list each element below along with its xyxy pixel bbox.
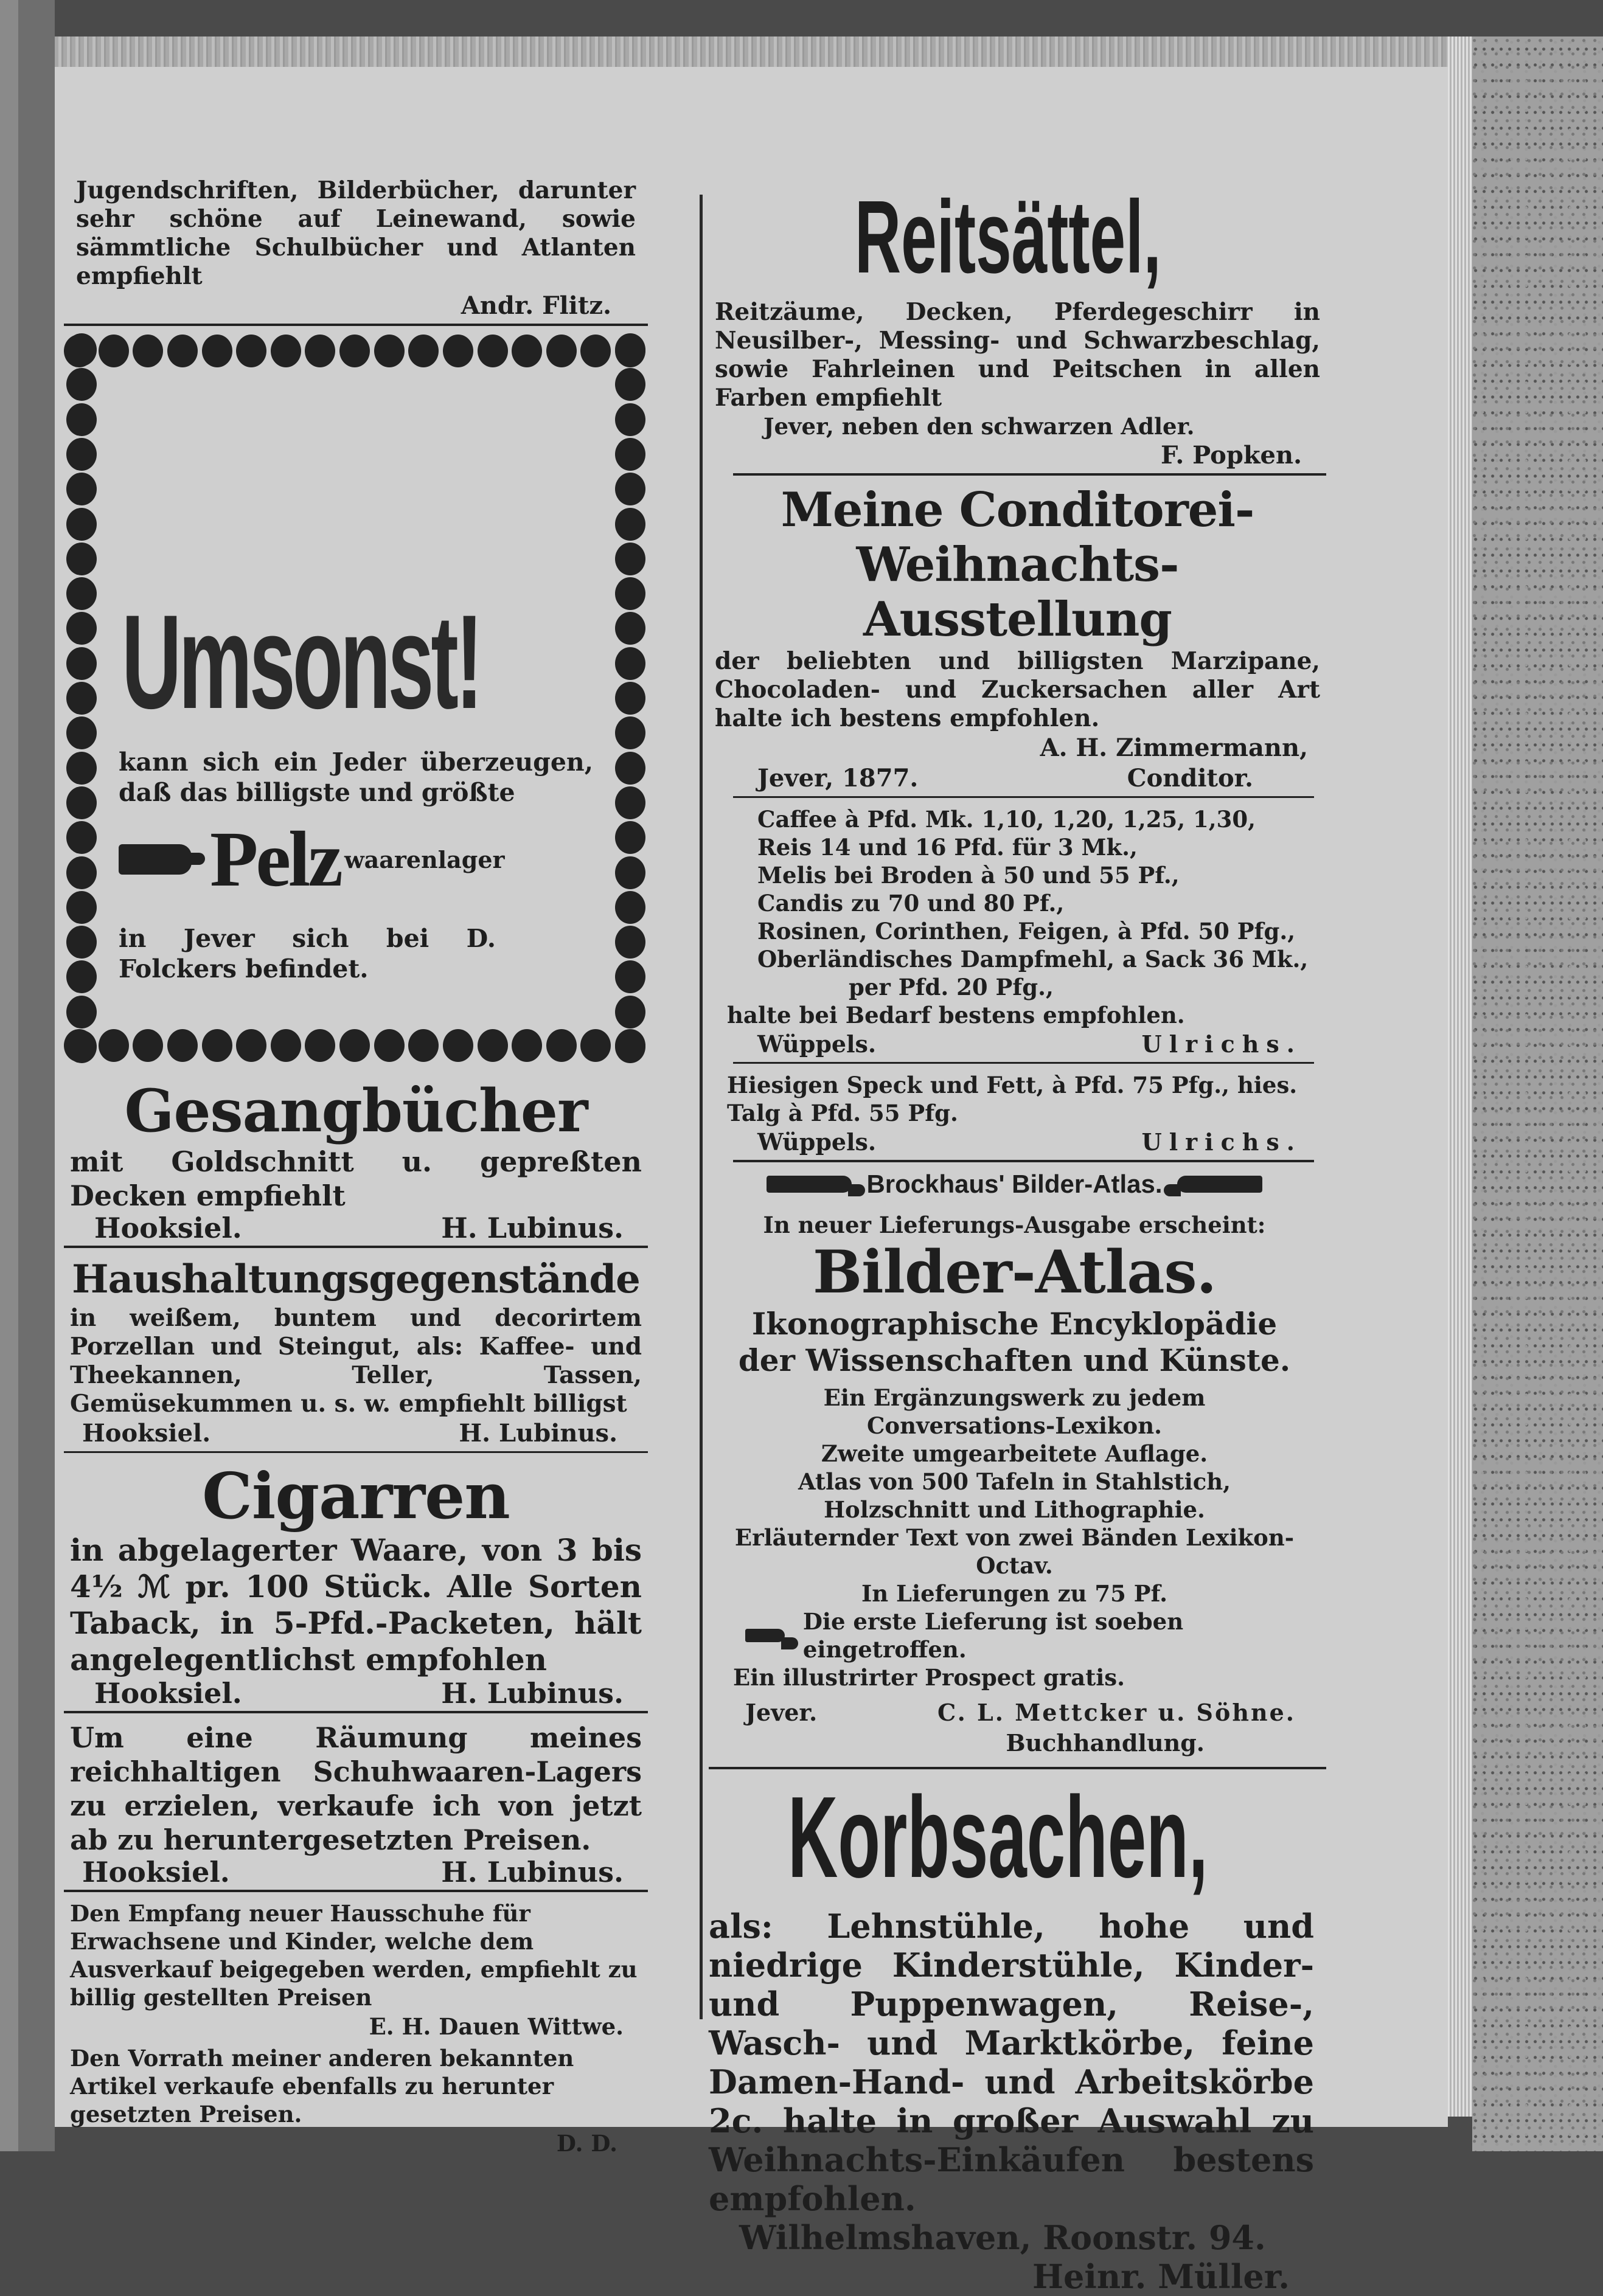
border-dot	[66, 577, 97, 610]
border-dot	[615, 612, 645, 645]
border-dot	[66, 403, 97, 436]
border-dot	[66, 786, 97, 819]
border-dot	[443, 335, 473, 367]
border-dot	[66, 926, 97, 959]
place: Hooksiel.	[94, 1677, 242, 1710]
place: Jever.	[745, 1699, 818, 1726]
ulrichs-line-4: Rosinen, Corinthen, Feigen, à Pfd. 50 Pfg.,	[757, 918, 1296, 945]
cigarren-text: in abgelagerter Waare, von 3 bis 4½ ℳ pr. 100 Stück. Alle Sorten Taback, in 5-Pfd.-Packeten, hält angelegentlichst empfohlen	[70, 1532, 642, 1677]
border-dot	[546, 335, 577, 367]
gesang-sig	[70, 1213, 642, 1243]
korbsachen-title: Korbsachen,	[788, 1773, 1208, 1902]
reitsaettel-text: Reitzäume, Decken, Pferdegeschirr in Neusilber-, Messing- und Schwarzbeschlag, sowie Fahrleinen und Peitschen in allen Farben empfiehlt	[715, 298, 1320, 412]
dot-border-bottom	[64, 1028, 648, 1063]
rule	[64, 1246, 648, 1248]
signature: H. Lubinus.	[441, 1856, 624, 1888]
korbsachen-place: Wilhelmshaven, Roonstr. 94.	[739, 2218, 1266, 2257]
border-dot	[202, 1029, 232, 1062]
border-dot	[66, 856, 97, 889]
place: Hooksiel.	[82, 1856, 230, 1888]
gesang-title: Gesangbücher	[124, 1077, 588, 1145]
ulrichs-line-1: Reis 14 und 16 Pfd. für 3 Mk.,	[757, 834, 1138, 861]
ulrichs-line-2: Melis bei Broden à 50 und 55 Pf.,	[757, 862, 1180, 889]
rule	[64, 1451, 648, 1453]
pointing-hand-icon	[767, 1176, 852, 1193]
border-dot	[66, 438, 97, 471]
ulrichs-line-5: Oberländisches Dampfmehl, a Sack 36 Mk.,	[757, 946, 1309, 973]
reitsaettel-signature: F. Popken.	[1160, 441, 1302, 470]
ulrichs2-text: Hiesigen Speck und Fett, à Pfd. 75 Pfg., hies. Talg à Pfd. 55 Pfg.	[727, 1072, 1298, 1126]
place: Jever, 1877.	[757, 764, 919, 793]
border-dot	[99, 335, 129, 367]
border-dot	[615, 752, 645, 785]
border-dot	[615, 716, 645, 749]
hausschuhe-text-2: Den Vorrath meiner anderen bekannten Artikel verkaufe ebenfalls zu herunter gesetzten Preisen.	[70, 2045, 574, 2128]
hausschuhe-signature: E. H. Dauen Wittwe.	[369, 2013, 624, 2040]
brockhaus-title: Bilder-Atlas.	[813, 1238, 1216, 1306]
border-dot	[615, 543, 645, 575]
border-dot	[66, 682, 97, 715]
left-column	[64, 176, 648, 2159]
border-dot	[167, 1029, 198, 1062]
border-dot	[66, 473, 97, 505]
ad-ulrichs-2	[709, 1071, 1326, 1157]
rule	[709, 1767, 1326, 1769]
border-dot	[615, 786, 645, 819]
border-dot	[133, 335, 163, 367]
border-dot	[615, 438, 645, 471]
hausschuhe-text: Den Empfang neuer Hausschuhe für Erwachsene und Kinder, welche dem Ausverkauf beigegeben werden, empfiehlt zu billig gestellten Preisen	[70, 1900, 638, 2011]
border-dot	[167, 335, 198, 367]
ad-conditorei	[709, 483, 1326, 794]
conditorei-signature: A. H. Zimmermann,	[1040, 734, 1308, 762]
hausschuhe-signature-2: D. D.	[556, 2130, 617, 2157]
conditorei-text: der beliebten und billigsten Marzipane, Chocoladen- und Zuckersachen aller Art halte ich bestens empfohlen.	[715, 647, 1320, 732]
border-dot	[66, 716, 97, 749]
rule	[64, 324, 648, 326]
ulrichs-line-0: Caffee à Pfd. Mk. 1,10, 1,20, 1,25, 1,30,	[757, 806, 1256, 833]
place: Hooksiel.	[94, 1212, 242, 1244]
ulrichs-line-3: Candis zu 70 und 80 Pf.,	[757, 890, 1065, 917]
border-dot	[66, 996, 97, 1028]
border-dot	[615, 473, 645, 505]
brockhaus-role: Buchhandlung.	[1006, 1729, 1205, 1757]
border-dot	[66, 612, 97, 645]
border-dot	[66, 1030, 97, 1063]
border-dot	[374, 335, 405, 367]
border-dot	[236, 335, 266, 367]
ad-raeumung	[64, 1721, 648, 1887]
dot-border-right	[613, 333, 648, 1063]
brockhaus-line-3: Atlas von 500 Tafeln in Stahlstich, Holzschnitt und Lithographie.	[798, 1468, 1231, 1523]
border-dot	[66, 647, 97, 680]
border-dot	[615, 821, 645, 854]
brockhaus-line-6: Die erste Lieferung ist soeben eingetroffen.	[802, 1608, 1184, 1663]
brockhaus-line-1: Ein Ergänzungswerk zu jedem Conversations-Lexikon.	[823, 1384, 1206, 1439]
border-dot	[339, 335, 370, 367]
signature: H. Lubinus.	[441, 1212, 624, 1244]
ad-signature: Andr. Flitz.	[461, 291, 611, 320]
ulrichs-line-7: halte bei Bedarf bestens empfohlen.	[727, 1002, 1185, 1028]
pointing-hand-icon	[119, 844, 192, 875]
signature: Ulrichs.	[1141, 1030, 1302, 1058]
border-dot	[615, 996, 645, 1028]
conditorei-place-row	[715, 763, 1320, 794]
border-dot	[615, 508, 645, 541]
place: Hooksiel.	[82, 1419, 211, 1448]
column-divider	[700, 195, 703, 2019]
right-column	[709, 179, 1326, 2296]
signature: C. L. Mettcker u. Söhne.	[937, 1699, 1296, 1726]
brockhaus-intro: In neuer Lieferungs-Ausgabe erscheint:	[763, 1212, 1266, 1238]
dot-border-top	[64, 333, 648, 369]
signature: H. Lubinus.	[459, 1419, 617, 1448]
brockhaus-sig	[715, 1691, 1314, 1728]
brockhaus-line-2: Zweite umgearbeitete Auflage.	[821, 1440, 1208, 1467]
signature: H. Lubinus.	[441, 1677, 624, 1710]
border-dot	[615, 647, 645, 680]
gesang-text: mit Goldschnitt u. gepreßten Decken empfiehlt	[70, 1145, 642, 1212]
ad-korbsachen	[709, 1773, 1326, 2296]
place: Wüppels.	[757, 1030, 877, 1058]
border-dot	[580, 335, 611, 367]
border-dot	[478, 1029, 508, 1062]
ad-gesangbuecher	[64, 1078, 648, 1243]
border-dot	[66, 508, 97, 541]
border-dot	[374, 1029, 405, 1062]
page-top-border	[55, 36, 1448, 67]
border-dot	[339, 1029, 370, 1062]
haushalt-sig	[70, 1418, 642, 1449]
brockhaus-subtitle: Ikonographische Encyklopädie der Wissenschaften und Künste.	[738, 1306, 1291, 1378]
border-dot	[99, 1029, 129, 1062]
book-cover-marbled	[1472, 36, 1603, 2151]
umsonst-title: Umsonst!	[122, 587, 481, 737]
ad-ulrichs-1	[709, 805, 1326, 1060]
brockhaus-line-5: In Lieferungen zu 75 Pf.	[861, 1580, 1168, 1607]
border-dot	[615, 960, 645, 993]
haushalt-title: Haushaltungsgegenstände	[72, 1257, 640, 1302]
border-dot	[615, 891, 645, 924]
cigarren-title: Cigarren	[202, 1458, 510, 1533]
rule	[64, 1711, 648, 1713]
ulrichs-sig	[727, 1029, 1314, 1060]
border-dot	[66, 543, 97, 575]
border-dot	[66, 891, 97, 924]
brockhaus-banner	[715, 1170, 1314, 1199]
pointing-hand-icon	[1177, 1176, 1262, 1193]
border-dot	[546, 1029, 577, 1062]
page-stack-edges	[1448, 36, 1472, 2117]
border-dot	[512, 335, 542, 367]
border-dot	[202, 335, 232, 367]
border-dot	[512, 1029, 542, 1062]
brockhaus-banner-text: Brockhaus' Bilder-Atlas.	[866, 1170, 1163, 1198]
border-dot	[305, 1029, 335, 1062]
ad-jugendschriften	[64, 176, 648, 321]
border-dot	[271, 1029, 301, 1062]
border-dot	[615, 403, 645, 436]
border-dot	[66, 368, 97, 401]
role: Conditor.	[1127, 764, 1253, 793]
border-dot	[615, 856, 645, 889]
rule	[64, 1890, 648, 1892]
border-dot	[443, 1029, 473, 1062]
book-gutter-edge	[0, 0, 18, 2151]
border-dot	[271, 335, 301, 367]
brockhaus-line-6-row	[715, 1608, 1314, 1663]
border-dot	[408, 1029, 439, 1062]
reitsaettel-place: Jever, neben den schwarzen Adler.	[763, 413, 1195, 440]
brockhaus-line-7: Ein illustrirter Prospect gratis.	[733, 1664, 1125, 1691]
ad-cigarren	[64, 1460, 648, 1708]
border-dot	[615, 333, 645, 366]
raeumung-sig	[70, 1857, 642, 1887]
ulrichs-line-6: per Pfd. 20 Pfg.,	[849, 974, 1054, 1001]
dot-border-left	[64, 333, 99, 1063]
border-dot	[580, 1029, 611, 1062]
korbsachen-text: als: Lehnstühle, hohe und niedrige Kinderstühle, Kinder- und Puppenwagen, Reise-, Wasch- und Marktkörbe, feine Damen-Hand- und Arbeitskörbe 2c. halte in großer Auswahl zu Weihnachts-Einkäufen bestens empfohlen.	[709, 1907, 1314, 2218]
pelz-suffix: waarenlager	[344, 845, 505, 873]
umsonst-text-2: in Jever sich bei D. Folckers befindet.	[119, 924, 496, 983]
reitsaettel-title: Reitsättel,	[855, 179, 1161, 295]
rule	[733, 1160, 1314, 1162]
ad-reitsaettel	[709, 179, 1326, 471]
pelz-row	[119, 816, 593, 903]
pelz-word: Pelz	[210, 816, 341, 903]
cigarren-sig	[70, 1678, 642, 1708]
raeumung-text: Um eine Räumung meines reichhaltigen Schuhwaaren-Lagers zu erzielen, verkaufe ich von jetzt ab zu heruntergesetzten Preisen.	[70, 1721, 642, 1856]
rule	[733, 796, 1314, 798]
border-dot	[66, 752, 97, 785]
signature: Ulrichs.	[1141, 1128, 1302, 1156]
korbsachen-signature: Heinr. Müller.	[1032, 2257, 1290, 2296]
ad-text: Jugendschriften, Bilderbücher, darunter sehr schöne auf Leinewand, sowie sämmtliche Schulbücher und Atlanten empfiehlt	[76, 176, 636, 290]
haushalt-text: in weißem, buntem und decorirtem Porzellan und Steingut, als: Kaffee- und Theekannen, Teller, Tassen, Gemüsekummen u. s. w. empfiehlt billigst	[70, 1304, 642, 1418]
border-dot	[615, 682, 645, 715]
border-dot	[615, 577, 645, 610]
border-dot	[615, 1030, 645, 1063]
conditorei-title-1: Meine Conditorei-	[781, 482, 1254, 538]
border-dot	[133, 1029, 163, 1062]
border-dot	[66, 821, 97, 854]
place: Wüppels.	[757, 1128, 877, 1156]
ad-brockhaus	[709, 1170, 1326, 1758]
border-dot	[478, 335, 508, 367]
ulrichs2-sig	[727, 1127, 1314, 1157]
border-dot	[66, 960, 97, 993]
umsonst-content	[119, 370, 593, 984]
umsonst-text: kann sich ein Jeder überzeugen, daß das billigste und größte	[119, 747, 593, 807]
brockhaus-line-4: Erläuternder Text von zwei Bänden Lexikon-Octav.	[734, 1524, 1295, 1579]
ad-umsonst	[64, 333, 648, 1063]
border-dot	[615, 926, 645, 959]
ad-haushalt	[64, 1255, 648, 1449]
border-dot	[305, 335, 335, 367]
rule	[733, 473, 1326, 476]
ad-hausschuhe	[64, 1899, 648, 2159]
border-dot	[615, 368, 645, 401]
border-dot	[66, 333, 97, 366]
border-dot	[236, 1029, 266, 1062]
conditorei-title-2: Weihnachts-Ausstellung	[856, 537, 1179, 647]
rule	[733, 1062, 1314, 1064]
border-dot	[408, 335, 439, 367]
pointing-hand-icon	[745, 1629, 785, 1642]
